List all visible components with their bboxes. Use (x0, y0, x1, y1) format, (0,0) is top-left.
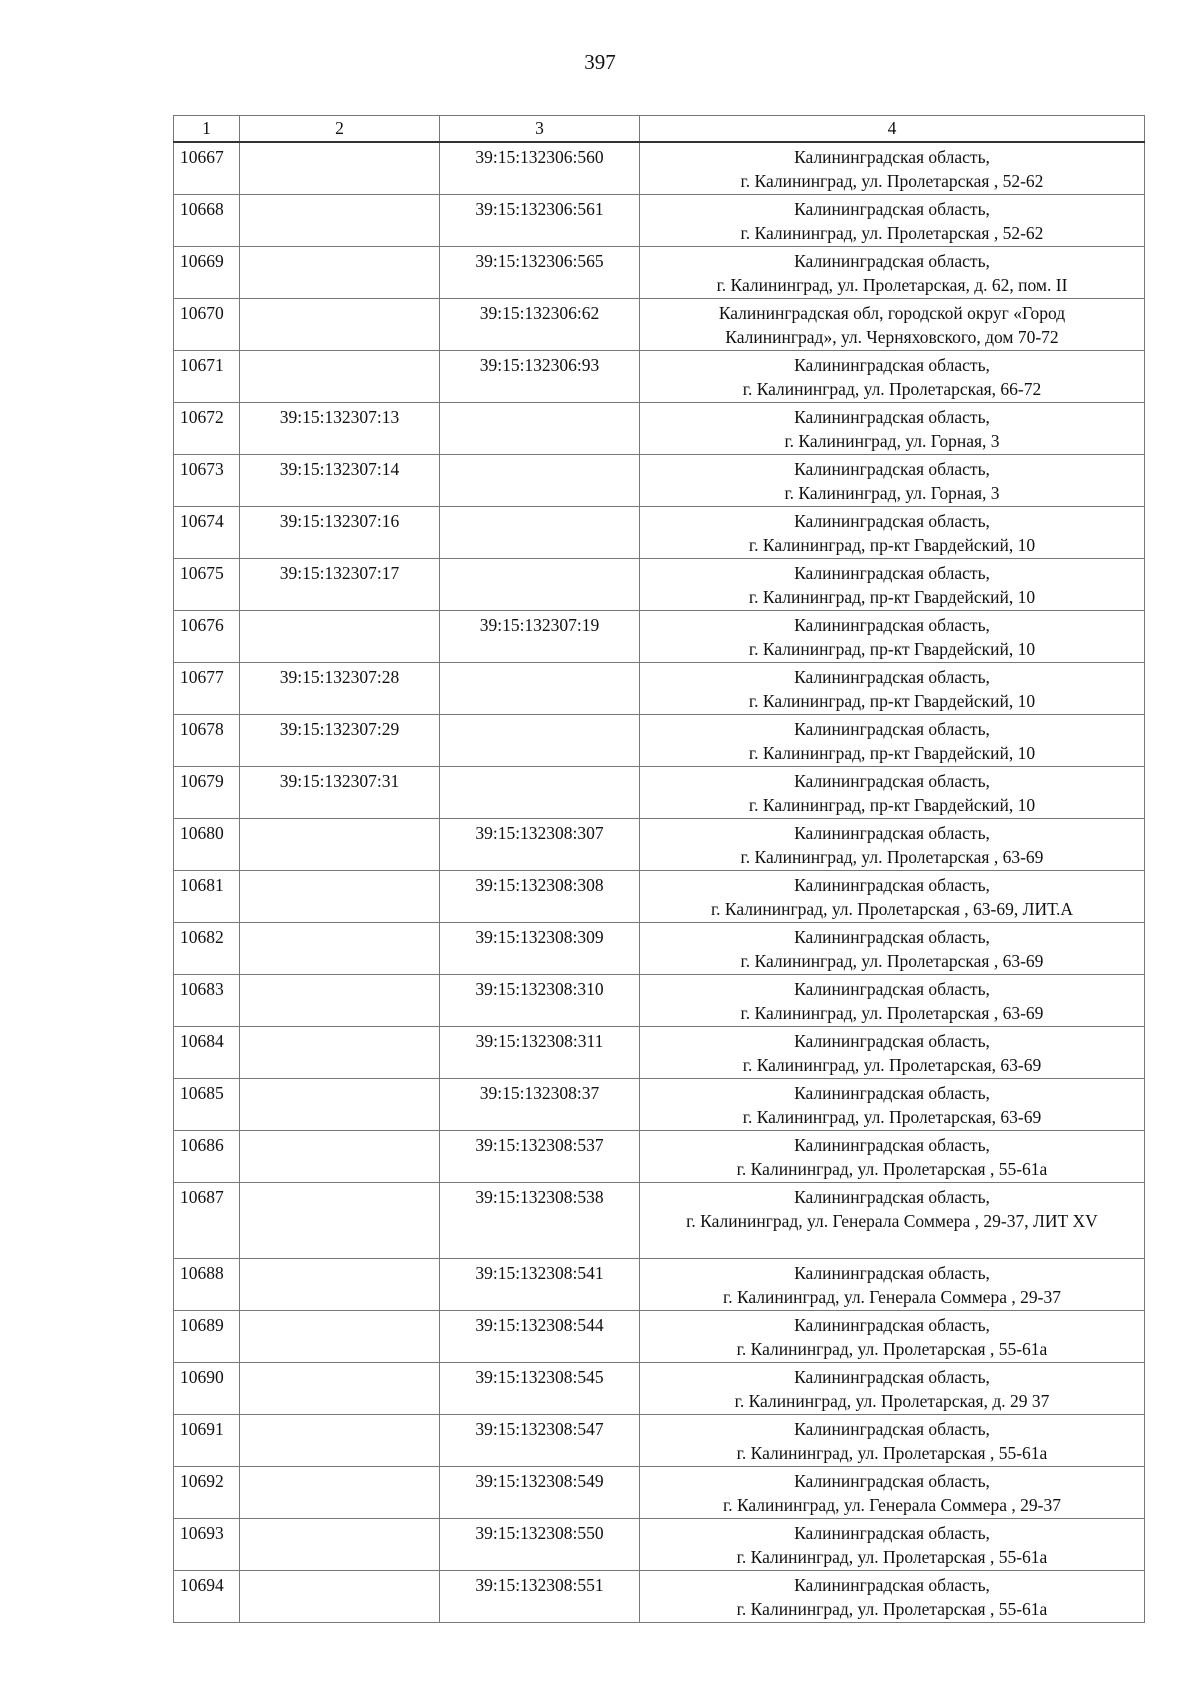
cadastral-number-cell: 39:15:132306:93 (440, 351, 640, 403)
cadastral-number-cell: 39:15:132306:560 (440, 142, 640, 195)
cadastral-number-cell (240, 1259, 440, 1311)
column-header: 3 (440, 116, 640, 143)
row-number-cell: 10686 (174, 1131, 240, 1183)
row-number-cell: 10689 (174, 1311, 240, 1363)
address-line: г. Калининград, ул. Пролетарская , 52-62 (740, 223, 1044, 243)
address-line: г. Калининград, ул. Пролетарская , 55-61а (736, 1159, 1048, 1179)
cadastral-number-cell (240, 1467, 440, 1519)
table-row (174, 559, 1145, 611)
cadastral-number-cell (440, 559, 640, 611)
address-cell (640, 1467, 1145, 1519)
address-line: Калининградская область, (794, 511, 990, 531)
row-number-cell: 10690 (174, 1363, 240, 1415)
address-line: Калининградская область, (794, 1419, 990, 1439)
table-header-row (174, 116, 1145, 143)
cadastral-number-cell (440, 403, 640, 455)
address-cell (640, 247, 1145, 299)
row-number-cell: 10683 (174, 975, 240, 1027)
address-cell (640, 1571, 1145, 1623)
address-line: г. Калининград, ул. Пролетарская , 55-61а (736, 1443, 1048, 1463)
cadastral-number-cell: 39:15:132306:62 (440, 299, 640, 351)
table-row (174, 767, 1145, 819)
address-cell (640, 351, 1145, 403)
cadastral-number-cell (240, 1415, 440, 1467)
cadastral-number-cell (240, 975, 440, 1027)
cadastral-number-cell: 39:15:132308:544 (440, 1311, 640, 1363)
table-row (174, 1079, 1145, 1131)
cadastral-number-cell: 39:15:132307:19 (440, 611, 640, 663)
address-line: г. Калининград, ул. Пролетарская , 55-61а (736, 1547, 1048, 1567)
address-line: г. Калининград, ул. Генерала Соммера , 29-37 (722, 1495, 1062, 1515)
table-row (174, 1259, 1145, 1311)
address-line: г. Калининград, пр-кт Гвардейский, 10 (748, 691, 1036, 711)
table-row (174, 1415, 1145, 1467)
row-number-cell: 10674 (174, 507, 240, 559)
address-line: г. Калининград, пр-кт Гвардейский, 10 (748, 535, 1036, 555)
address-cell (640, 767, 1145, 819)
address-line: г. Калининград, пр-кт Гвардейский, 10 (748, 587, 1036, 607)
address-line: Калининградская область, (794, 1263, 990, 1283)
table-row (174, 507, 1145, 559)
table-row (174, 611, 1145, 663)
table-row (174, 1363, 1145, 1415)
address-line: г. Калининград, пр-кт Гвардейский, 10 (748, 639, 1036, 659)
row-number-cell: 10675 (174, 559, 240, 611)
row-number-cell: 10691 (174, 1415, 240, 1467)
row-number-cell: 10688 (174, 1259, 240, 1311)
cadastral-number-cell: 39:15:132308:309 (440, 923, 640, 975)
address-cell (640, 1027, 1145, 1079)
cadastral-number-cell: 39:15:132307:28 (240, 663, 440, 715)
address-line: г. Калининград, ул. Пролетарская , 63-69 (740, 951, 1044, 971)
address-line: г. Калининград, ул. Горная, 3 (784, 483, 1000, 503)
address-line: г. Калининград, ул. Пролетарская , 63-69, ЛИТ.А (710, 899, 1074, 919)
address-line: г. Калининград, ул. Пролетарская, 63-69 (742, 1107, 1042, 1127)
cadastral-number-cell: 39:15:132308:551 (440, 1571, 640, 1623)
cadastral-number-cell: 39:15:132306:565 (440, 247, 640, 299)
address-cell (640, 455, 1145, 507)
address-cell (640, 611, 1145, 663)
cadastral-number-cell (440, 455, 640, 507)
cadastral-number-cell: 39:15:132308:549 (440, 1467, 640, 1519)
row-number-cell: 10676 (174, 611, 240, 663)
address-cell (640, 975, 1145, 1027)
address-line: Калининградская область, (794, 199, 990, 219)
table-row (174, 663, 1145, 715)
cadastral-number-cell (240, 871, 440, 923)
address-line: г. Калининград, ул. Пролетарская , 63-69 (740, 847, 1044, 867)
row-number-cell: 10684 (174, 1027, 240, 1079)
address-line: Калининградская область, (794, 1135, 990, 1155)
row-number-cell: 10693 (174, 1519, 240, 1571)
cadastral-number-cell (440, 507, 640, 559)
address-line: Калининградская область, (794, 407, 990, 427)
page-number: 397 (584, 50, 616, 74)
address-line: Калининградская область, (794, 1031, 990, 1051)
address-cell (640, 1259, 1145, 1311)
cadastral-number-cell: 39:15:132308:545 (440, 1363, 640, 1415)
row-number-cell: 10678 (174, 715, 240, 767)
cadastral-number-cell: 39:15:132307:16 (240, 507, 440, 559)
address-cell (640, 1183, 1145, 1259)
address-cell (640, 715, 1145, 767)
address-cell (640, 1079, 1145, 1131)
address-line: г. Калининград, пр-кт Гвардейский, 10 (748, 743, 1036, 763)
column-header: 2 (240, 116, 440, 143)
table-row (174, 1519, 1145, 1571)
address-cell (640, 1311, 1145, 1363)
row-number-cell: 10669 (174, 247, 240, 299)
table-row (174, 1311, 1145, 1363)
row-number-cell: 10679 (174, 767, 240, 819)
table-row (174, 299, 1145, 351)
table-row (174, 871, 1145, 923)
address-line: г. Калининград, ул. Генерала Соммера , 29-37, ЛИТ XV (686, 1211, 1098, 1231)
column-header: 1 (174, 116, 240, 143)
cadastral-number-cell (240, 1363, 440, 1415)
row-number-cell: 10687 (174, 1183, 240, 1259)
cadastral-number-cell: 39:15:132306:561 (440, 195, 640, 247)
row-number-cell: 10680 (174, 819, 240, 871)
address-line: Калининградская область, (794, 927, 990, 947)
address-cell (640, 819, 1145, 871)
table-row (174, 1027, 1145, 1079)
table-row (174, 1467, 1145, 1519)
address-line: г. Калининград, ул. Горная, 3 (784, 431, 1000, 451)
row-number-cell: 10673 (174, 455, 240, 507)
table-row (174, 715, 1145, 767)
cadastral-number-cell: 39:15:132308:37 (440, 1079, 640, 1131)
address-line: г. Калининград, ул. Пролетарская, 66-72 (742, 379, 1042, 399)
column-header: 4 (640, 116, 1145, 143)
cadastral-number-cell (240, 299, 440, 351)
row-number-cell: 10681 (174, 871, 240, 923)
address-cell (640, 142, 1145, 195)
address-line: Калининградская область, (794, 251, 990, 271)
cadastral-number-cell (240, 1079, 440, 1131)
address-line: г. Калининград, ул. Пролетарская, д. 29 37 (734, 1391, 1050, 1411)
address-cell (640, 1519, 1145, 1571)
cadastral-number-cell (440, 767, 640, 819)
address-line: Калининградская область, (794, 1523, 990, 1543)
address-line: Калининградская область, (794, 615, 990, 635)
address-line: г. Калининград, ул. Пролетарская , 63-69 (740, 1003, 1044, 1023)
row-number-cell: 10692 (174, 1467, 240, 1519)
address-cell (640, 663, 1145, 715)
cadastral-number-cell: 39:15:132307:14 (240, 455, 440, 507)
cadastral-number-cell (240, 247, 440, 299)
table-row (174, 195, 1145, 247)
table-row (174, 351, 1145, 403)
cadastral-number-cell (240, 351, 440, 403)
address-cell (640, 559, 1145, 611)
cadastral-number-cell (240, 142, 440, 195)
cadastral-number-cell: 39:15:132307:29 (240, 715, 440, 767)
address-line: г. Калининград, пр-кт Гвардейский, 10 (748, 795, 1036, 815)
row-number-cell: 10685 (174, 1079, 240, 1131)
address-line: Калининградская область, (794, 979, 990, 999)
table-row (174, 1571, 1145, 1623)
cadastral-number-cell (240, 1131, 440, 1183)
cadastral-number-cell: 39:15:132307:31 (240, 767, 440, 819)
address-line: Калининградская область, (794, 563, 990, 583)
cadastral-number-cell (240, 611, 440, 663)
address-line: Калининградская область, (794, 1575, 990, 1595)
table-row (174, 819, 1145, 871)
row-number-cell: 10682 (174, 923, 240, 975)
address-line: Калининградская область, (794, 355, 990, 375)
registry-table-body (174, 116, 1145, 1623)
address-line: Калининградская область, (794, 147, 990, 167)
row-number-cell: 10668 (174, 195, 240, 247)
address-line: г. Калининград, ул. Генерала Соммера , 29-37 (722, 1287, 1062, 1307)
address-cell (640, 299, 1145, 351)
row-number-cell: 10672 (174, 403, 240, 455)
cadastral-number-cell: 39:15:132308:547 (440, 1415, 640, 1467)
address-cell (640, 1131, 1145, 1183)
address-line: Калининградская обл, городской округ «Город (718, 303, 1066, 323)
address-line: Калининградская область, (794, 1367, 990, 1387)
address-cell (640, 923, 1145, 975)
address-line: Калининград», ул. Черняховского, дом 70-72 (725, 327, 1059, 347)
cadastral-number-cell (440, 715, 640, 767)
cadastral-number-cell: 39:15:132307:17 (240, 559, 440, 611)
row-number-cell: 10667 (174, 142, 240, 195)
address-line: г. Калининград, ул. Пролетарская , 52-62 (740, 171, 1044, 191)
address-cell (640, 1415, 1145, 1467)
cadastral-number-cell: 39:15:132308:307 (440, 819, 640, 871)
table-row (174, 142, 1145, 195)
address-cell (640, 195, 1145, 247)
cadastral-number-cell (240, 195, 440, 247)
cadastral-number-cell: 39:15:132308:308 (440, 871, 640, 923)
cadastral-number-cell: 39:15:132308:541 (440, 1259, 640, 1311)
row-number-cell: 10671 (174, 351, 240, 403)
table-row (174, 247, 1145, 299)
cadastral-number-cell (240, 1311, 440, 1363)
address-line: Калининградская область, (794, 823, 990, 843)
cadastral-number-cell (240, 923, 440, 975)
cadastral-number-cell: 39:15:132308:311 (440, 1027, 640, 1079)
address-cell (640, 1363, 1145, 1415)
cadastral-number-cell (240, 819, 440, 871)
cadastral-number-cell (240, 1519, 440, 1571)
address-cell (640, 871, 1145, 923)
address-line: Калининградская область, (794, 1187, 990, 1207)
address-line: Калининградская область, (794, 875, 990, 895)
address-line: г. Калининград, ул. Пролетарская, д. 62, пом. II (716, 275, 1068, 295)
address-line: Калининградская область, (794, 1315, 990, 1335)
cadastral-number-cell (240, 1571, 440, 1623)
cadastral-number-cell: 39:15:132308:550 (440, 1519, 640, 1571)
cadastral-number-cell (440, 663, 640, 715)
address-line: Калининградская область, (794, 459, 990, 479)
row-number-cell: 10677 (174, 663, 240, 715)
registry-table (173, 115, 1145, 1623)
cadastral-number-cell: 39:15:132308:538 (440, 1183, 640, 1259)
table-row (174, 403, 1145, 455)
address-line: Калининградская область, (794, 719, 990, 739)
address-line: г. Калининград, ул. Пролетарская, 63-69 (742, 1055, 1042, 1075)
address-line: г. Калининград, ул. Пролетарская , 55-61а (736, 1599, 1048, 1619)
row-number-cell: 10694 (174, 1571, 240, 1623)
cadastral-number-cell (240, 1183, 440, 1259)
address-line: Калининградская область, (794, 667, 990, 687)
address-line: г. Калининград, ул. Пролетарская , 55-61а (736, 1339, 1048, 1359)
table-row (174, 923, 1145, 975)
table-row (174, 975, 1145, 1027)
cadastral-number-cell: 39:15:132308:537 (440, 1131, 640, 1183)
address-cell (640, 403, 1145, 455)
address-line: Калининградская область, (794, 1083, 990, 1103)
address-cell (640, 507, 1145, 559)
row-number-cell: 10670 (174, 299, 240, 351)
table-row (174, 1131, 1145, 1183)
table-row (174, 455, 1145, 507)
address-line: Калининградская область, (794, 771, 990, 791)
cadastral-number-cell (240, 1027, 440, 1079)
table-row (174, 1183, 1145, 1259)
address-line: Калининградская область, (794, 1471, 990, 1491)
cadastral-number-cell: 39:15:132307:13 (240, 403, 440, 455)
cadastral-number-cell: 39:15:132308:310 (440, 975, 640, 1027)
